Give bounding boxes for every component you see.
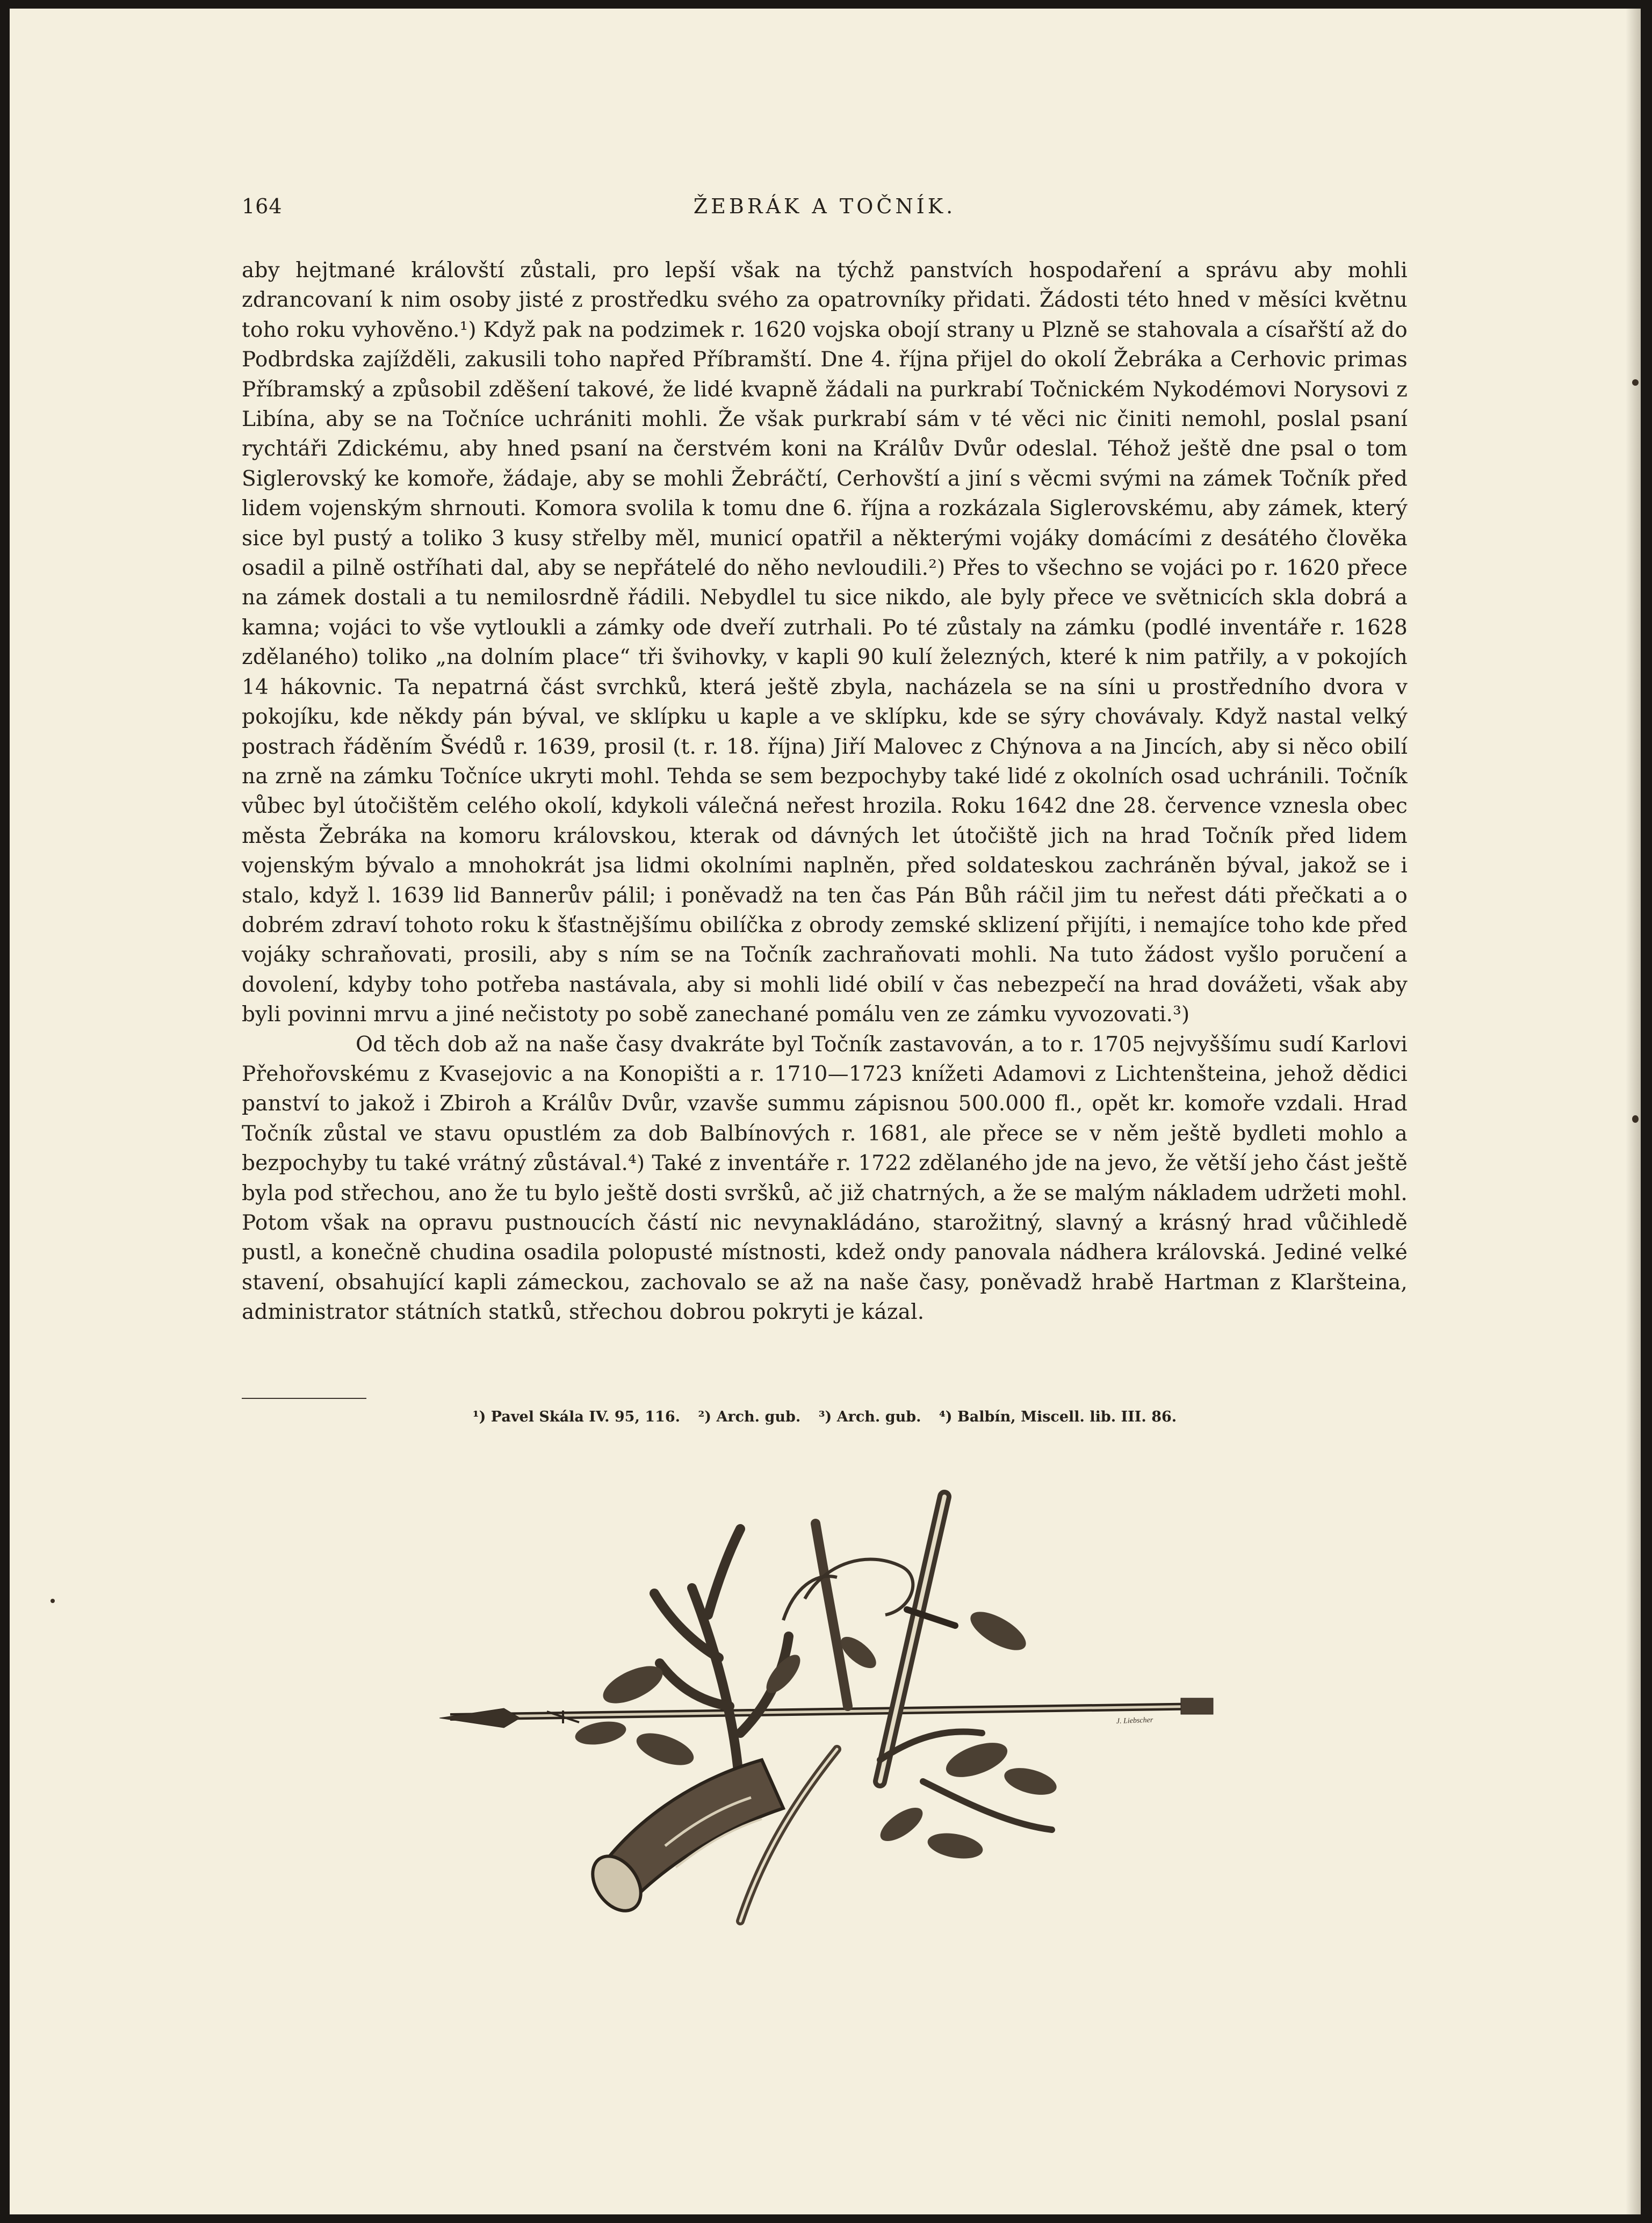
page-sheet bbox=[10, 9, 1641, 2214]
sword-icon bbox=[816, 1497, 955, 1781]
footnote-rule bbox=[242, 1398, 366, 1399]
footnote-4: ⁴) Balbín, Miscell. lib. III. 86. bbox=[939, 1409, 1177, 1425]
trophy-vignette bbox=[439, 1481, 1224, 1932]
footnotes bbox=[242, 1405, 1408, 1429]
footnote-3: ³) Arch. gub. bbox=[818, 1409, 921, 1425]
footnote-2: ²) Arch. gub. bbox=[698, 1409, 801, 1425]
antler-icon bbox=[654, 1529, 789, 1814]
running-title: ŽEBRÁK A TOČNÍK. bbox=[693, 194, 956, 218]
page-number: 164 bbox=[242, 194, 283, 218]
page-header bbox=[242, 191, 1408, 229]
page-edge-shadow bbox=[1626, 9, 1641, 2214]
footnote-1: ¹) Pavel Skála IV. 95, 116. bbox=[472, 1409, 681, 1425]
edge-mark bbox=[51, 1599, 55, 1603]
paragraph-2: Od těch dob až na naše časy dvakráte byl Točník zastavován, a to r. 1705 nejvyššímu sudí Karlovi Přehořovskému z Kvasejovic a na Konopišti a r. 1710—1723 knížeti Adamovi z Lichtenšteina, jehož dědici panství to jakož i Zbiroh a Králův Dvůr, vzavše summu zápisnou 500.000 fl., opět kr. komoře vzdali. Hrad Točník zůstal ve stavu opustlém za dob Balbínových r. 1681, ale přece se v něm ještě bydleti mohlo a bezpochyby tu také vrátný zůstával.⁴) Také z inventáře r. 1722 zdělaného jde na jevo, že větší jeho část ještě byla pod střechou, ano že tu bylo ještě dosti svršků, ač již chatrných, a že se malým nákladem udržeti mohl. Potom však na opravu pustnoucích částí nic nevynakládáno, starožitný, slavný a krásný hrad vůčihledě pustl, a konečně chudina osadila polopusté místnosti, kdež ondy panovala nádhera královská. Jediné velké stavení, obsahující kapli zámeckou, zachovalo se až na naše časy, poněvadž hrabě Hartman z Klaršteina, administrator státních statků, střechou dobrou pokryti je kázal. bbox=[242, 1032, 1408, 1325]
edge-mark bbox=[1632, 1115, 1639, 1123]
body-text bbox=[242, 256, 1408, 1327]
spear-icon bbox=[439, 1698, 1213, 1728]
whip-icon bbox=[783, 1560, 913, 1621]
paragraph-1: aby hejtmané královští zůstali, pro lepší však na týchž panstvích hospodaření a správu aby mohli zdrancovaní k nim osoby jisté z prostředku svého za opatrovníky přidati. Žádosti této hned v měsíci květnu toho roku vyhověno.¹) Když pak na podzimek r. 1620 vojska obojí strany u Plzně se stahovala a císařští až do Podbrdska zajížděli, zakusili toho napřed Příbramští. Dne 4. října přijel do okolí Žebráka a Cerhovic primas Příbramský a způsobil zděšení takové, že lidé kvapně žádali na purkrabí Točnickém Nykodémovi Norysovi z Libína, aby se na Točníce uchrániti mohli. Že však purkrabí sám v té věci nic činiti nemohl, poslal psaní rychtáři Zdickému, aby hned psaní na čerstvém koni na Králův Dvůr odeslal. Téhož ještě dne psal o tom Siglerovský ke komoře, žádaje, aby se mohli Žebráčtí, Cerhovští a jiní s věcmi svými na zámek Točník před lidem vojenským shrnouti. Komora svolila k tomu dne 6. října a rozkázala Siglerovskému, aby zámek, který sice byl pustý a toliko 3 kusy střelby měl, municí opatřil a některými vojáky domácími z desátého člověka osadil a pilně ostříhati dal, aby se nepřátelé do něho nevloudili.²) Přes to všechno se vojáci po r. 1620 přece na zámek dostali a tu nemilosrdně řádili. Nebydlel tu sice nikdo, ale byly přece ve světnicích skla dobrá a kamna; vojáci to vše vytloukli a zámky ode dveří zutrhali. Po té zůstaly na zámku (podlé inventáře r. 1628 zdělaného) toliko „na dolním place“ tři švihovky, v kapli 90 kulí železných, které k nim patřily, a v pokojích 14 hákovnic. Ta nepatrná část svrchků, která ještě zbyla, nacházela se na síni u prostředního dvora v pokojíku, kde někdy pán býval, ve sklípku u kaple a ve sklípku, kde se sýry chovávaly. Když nastal velký postrach řáděním Švédů r. 1639, prosil (t. r. 18. října) Jiří Malovec z Chýnova a na Jincích, aby si něco obilí na zrně na zámku Točníce ukryti mohl. Tehda se sem bezpochyby také lidé z okolních osad uchránili. Točník vůbec byl útočištěm celého okolí, kdykoli válečná neřest hrozila. Roku 1642 dne 28. července vznesla obec města Žebráka na komoru královskou, kterak od dávných let útočiště jich na hrad Točník před lidem vojenským bývalo a mnohokrát jsa lidmi okolními naplněn, před soldateskou zachráněn býval, jakož se i stalo, když l. 1639 lid Bannerův pálil; i poněvadž na ten čas Pán Bůh ráčil jim tu neřest dáti přečkati a o dobrém zdraví tohoto roku k šťastnějšímu obilíčka z obrody zemské sklizení přijíti, i nemajíce toho kde před vojáky schraňovati, prosili, aby s ním se na Točník zachraňovati mohli. Na tuto žádost vyšlo poručení a dovolení, kdyby toho potřeba nastávala, aby si mohli lidé obilí v čas nebezpečí na hrad dovážeti, však aby byli povinni mrvu a jiné nečistoty po sobě zanechané pomálu ven ze zámku vyvozovati.³) bbox=[242, 258, 1408, 1027]
edge-mark bbox=[1632, 379, 1639, 386]
vignette-signature: J. Liebscher bbox=[1116, 1716, 1153, 1726]
